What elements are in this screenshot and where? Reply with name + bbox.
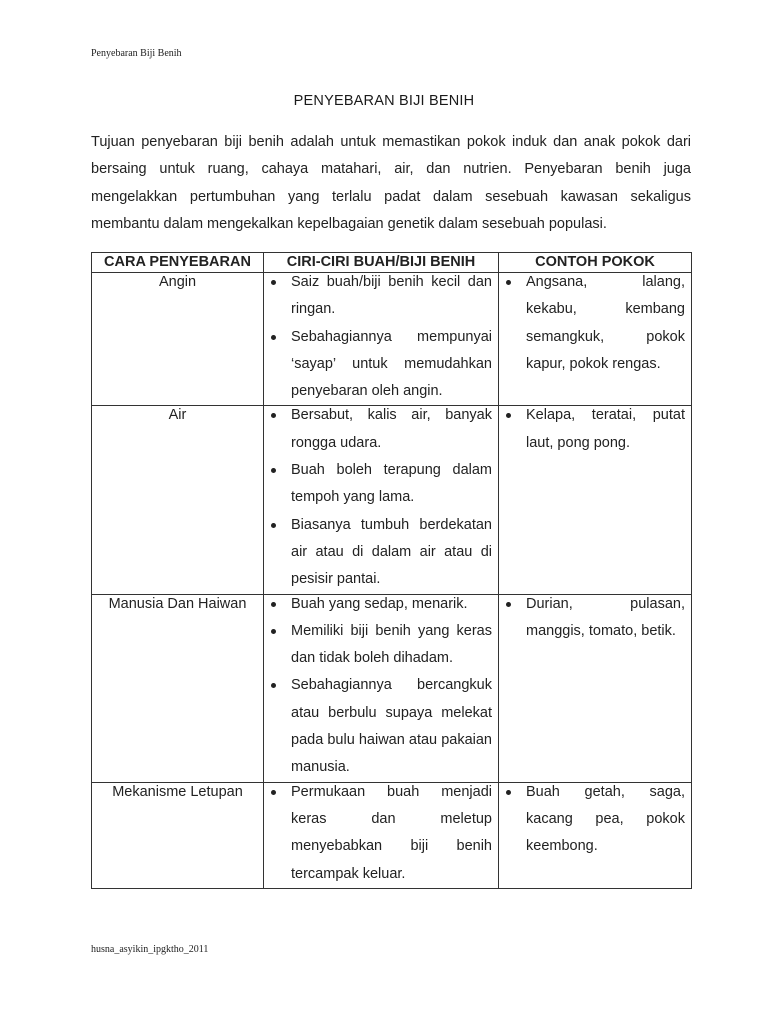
- example-item: Durian, pulasan, manggis, tomato, betik.: [499, 591, 685, 646]
- method-cell: Air: [92, 406, 264, 594]
- document-title: PENYEBARAN BIJI BENIH: [293, 93, 475, 109]
- feature-item: Sebahagiannya mempunyai ‘sayap’ untuk memudahkan penyebaran oleh angin.: [264, 324, 492, 406]
- example-item: Buah getah, saga, kacang pea, pokok keembong.: [499, 779, 685, 861]
- header-examples: CONTOH POKOK: [499, 253, 692, 273]
- feature-item: Biasanya tumbuh berdekatan air atau di dalam air atau di pesisir pantai.: [264, 512, 492, 594]
- table-row: [92, 273, 692, 406]
- feature-item: Buah boleh terapung dalam tempoh yang lama.: [264, 457, 492, 512]
- intro-paragraph: Tujuan penyebaran biji benih adalah untuk memastikan pokok induk dan anak pokok dari bersaing untuk ruang, cahaya matahari, air, dan nutrien. Penyebaran benih juga mengelakkan pertumbuhan yang terlalu padat dalam sesebuah kawasan sekaligus membantu dalam mengekalkan kepelbagaian genetik dalam sesebuah populasi.: [91, 134, 691, 232]
- example-item: Kelapa, teratai, putat laut, pong pong.: [499, 402, 685, 457]
- feature-item: Buah yang sedap, menarik.: [264, 591, 492, 618]
- features-cell: [264, 782, 499, 888]
- table-row: [92, 406, 692, 594]
- table-row: [92, 782, 692, 888]
- footer-author: husna_asyikin_ipgktho_2011: [91, 944, 209, 955]
- feature-item: Saiz buah/biji benih kecil dan ringan.: [264, 269, 492, 324]
- table-row: [92, 594, 692, 782]
- header-method: CARA PENYEBARAN: [92, 253, 264, 273]
- feature-item: Bersabut, kalis air, banyak rongga udara.: [264, 402, 492, 457]
- dispersal-table: [91, 252, 692, 889]
- features-cell: [264, 406, 499, 594]
- examples-cell: [499, 594, 692, 782]
- examples-cell: [499, 406, 692, 594]
- header-features: CIRI-CIRI BUAH/BIJI BENIH: [264, 253, 499, 273]
- feature-item: Sebahagiannya bercangkuk atau berbulu supaya melekat pada bulu haiwan atau pakaian manusia.: [264, 672, 492, 781]
- feature-item: Permukaan buah menjadi keras dan meletup menyebabkan biji benih tercampak keluar.: [264, 779, 492, 888]
- example-item: Angsana, lalang, kekabu, kembang semangkuk, pokok kapur, pokok rengas.: [499, 269, 685, 378]
- method-cell: Mekanisme Letupan: [92, 782, 264, 888]
- features-cell: [264, 594, 499, 782]
- examples-cell: [499, 782, 692, 888]
- method-cell: Angin: [92, 273, 264, 406]
- method-cell: Manusia Dan Haiwan: [92, 594, 264, 782]
- examples-cell: [499, 273, 692, 406]
- features-cell: [264, 273, 499, 406]
- running-header: Penyebaran Biji Benih: [91, 48, 182, 59]
- feature-item: Memiliki biji benih yang keras dan tidak boleh dihadam.: [264, 618, 492, 673]
